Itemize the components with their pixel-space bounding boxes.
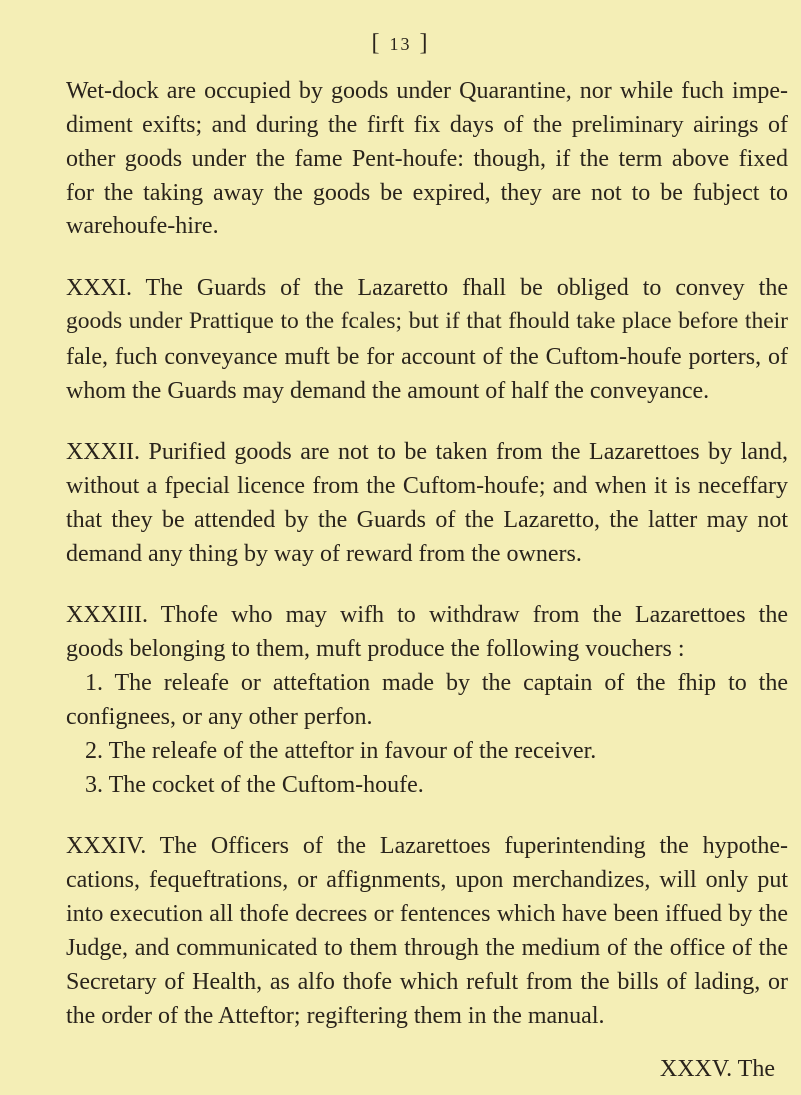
text-line: cations, fequeftrations, or affignments, upon merchandizes, will only put [66, 867, 788, 893]
page-number-close-bracket: ] [419, 30, 430, 56]
text-line: that they be attended by the Guards of the Lazaretto, the latter may not [66, 507, 788, 533]
text-line: the order of the Atteftor; regiftering them in the manual. [66, 1003, 605, 1029]
text-line: XXXIV. The Officers of the Lazarettoes fuperintending the hypothe- [66, 833, 788, 859]
text-line: for the taking away the goods be expired, they are not to be fubject to [66, 180, 788, 206]
text-line: goods under Prattique to the fcales; but if that fhould take place before their [66, 308, 788, 334]
text-line: fale, fuch conveyance muft be for account of the Cuftom-houfe porters, of [66, 344, 788, 370]
list-item: 3. The cocket of the Cuftom-houfe. [85, 772, 424, 798]
text-line: diment exifts; and during the firft fix days of the preliminary airings of [66, 112, 788, 138]
text-line: XXXI. The Guards of the Lazaretto fhall be obliged to convey the [66, 275, 788, 301]
text-line: Secretary of Health, as alfo thofe which refult from the bills of lading, or [66, 969, 788, 995]
text-line: demand any thing by way of reward from the owners. [66, 541, 582, 567]
page-number-value: 13 [389, 34, 412, 54]
text-line: XXXII. Purified goods are not to be taken from the Lazarettoes by land, [66, 439, 788, 465]
text-line: Judge, and communicated to them through the medium of the office of the [66, 935, 788, 961]
text-line: confignees, or any other perfon. [66, 704, 373, 730]
page-number-open-bracket: [ [371, 30, 382, 56]
text-line: other goods under the fame Pent-houfe: though, if the term above fixed [66, 146, 788, 172]
list-item: 1. The releafe or atteftation made by the captain of the fhip to the [85, 670, 788, 696]
text-line: whom the Guards may demand the amount of half the conveyance. [66, 378, 710, 404]
text-line: goods belonging to them, muft produce the following vouchers : [66, 636, 685, 662]
page-number [0, 30, 801, 57]
catchword: XXXV. The [659, 1056, 775, 1082]
text-line: into execution all thofe decrees or fentences which have been iffued by the [66, 901, 788, 927]
text-line: XXXIII. Thofe who may wifh to withdraw from the Lazarettoes the [66, 602, 788, 628]
text-line: warehoufe-hire. [66, 213, 219, 239]
text-line: without a fpecial licence from the Cuftom-houfe; and when it is neceffary [66, 473, 788, 499]
text-line: Wet-dock are occupied by goods under Quarantine, nor while fuch impe- [66, 78, 788, 104]
list-item: 2. The releafe of the atteftor in favour of the receiver. [85, 738, 597, 764]
